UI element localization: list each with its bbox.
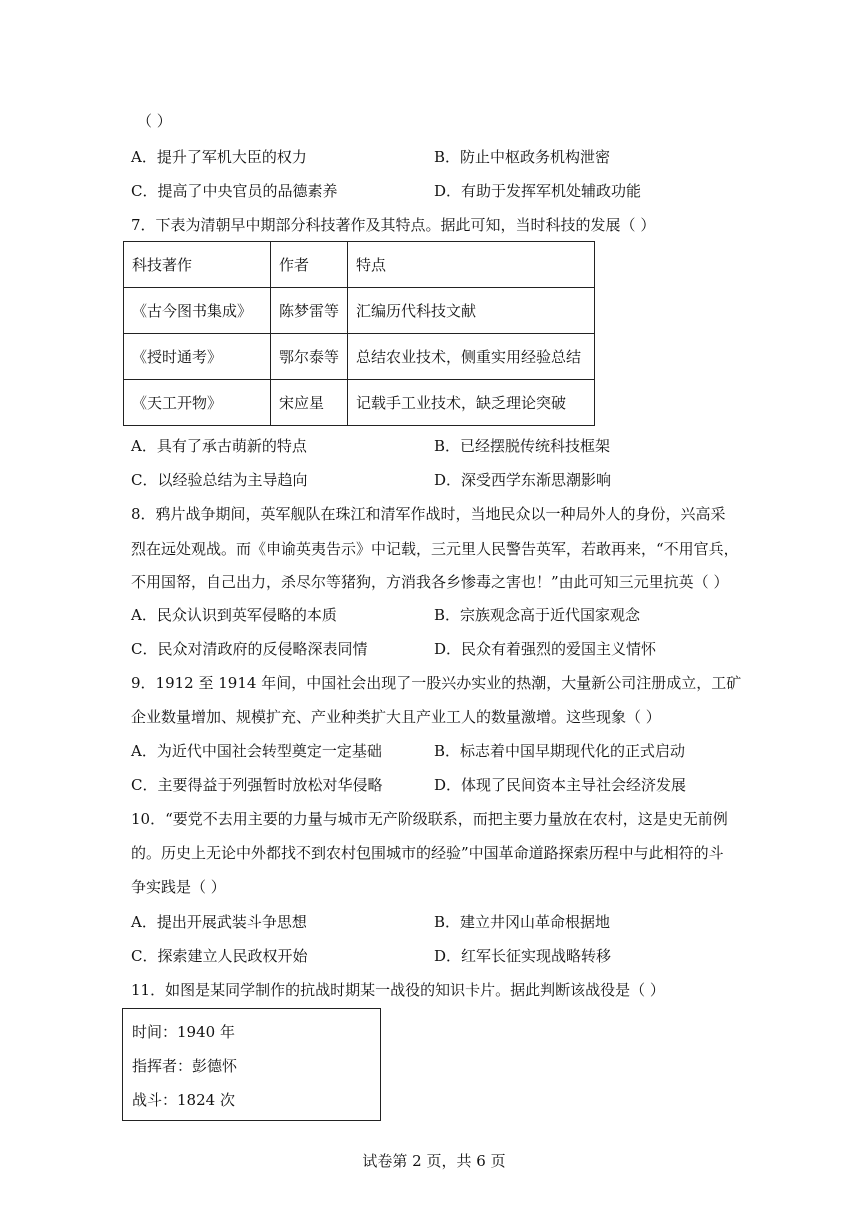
q11-stem: 11．如图是某同学制作的抗战时期某一战役的知识卡片。据此判断该战役是（ ） [131,981,665,999]
table-row [124,380,595,426]
q7-option-d: D．深受西学东渐思潮影响 [434,471,612,489]
q6-paren: （ ） [137,112,172,130]
q10-option-c: C．探索建立人民政权开始 [131,947,308,965]
knowledge-card [122,1008,381,1121]
table-cell: 鄂尔泰等 [271,334,348,380]
table-header-row [124,242,595,288]
q8-stem-line: 8．鸦片战争期间，英军舰队在珠江和清军作战时，当地民众以一种局外人的身份，兴高采 [131,505,726,523]
table-cell: 记载手工业技术，缺乏理论突破 [348,380,595,426]
table-row [124,334,595,380]
q10-stem-line: 的。历史上无论中外都找不到农村包围城市的经验”中国革命道路探索历程中与此相符的斗 [131,844,724,862]
table-header-cell: 科技著作 [124,242,271,288]
q10-option-d: D．红军长征实现战略转移 [434,947,612,965]
q6-option-d: D．有助于发挥军机处辅政功能 [434,182,642,200]
q6-option-a: A．提升了军机大臣的权力 [131,148,307,166]
card-time: 时间：1940 年 [132,1023,235,1041]
table-header-cell: 作者 [271,242,348,288]
table-cell: 汇编历代科技文献 [348,288,595,334]
q10-stem-line: 10．“要党不去用主要的力量与城市无产阶级联系，而把主要力量放在农村，这是史无前例 [131,810,728,828]
q8-option-d: D．民众有着强烈的爱国主义情怀 [434,640,657,658]
q7-option-b: B．已经摆脱传统科技框架 [434,437,611,455]
q8-option-a: A．民众认识到英军侵略的本质 [131,606,337,624]
q10-stem-line: 争实践是（ ） [131,878,226,896]
q10-option-a: A．提出开展武装斗争思想 [131,913,307,931]
table-cell: 宋应星 [271,380,348,426]
q8-stem-line: 烈在远处观战。而《申谕英夷告示》中记载，三元里人民警告英军，若敢再来，“不用官兵， [131,540,739,558]
table-cell: 陈梦雷等 [271,288,348,334]
q8-option-b: B．宗族观念高于近代国家观念 [434,606,641,624]
q6-option-b: B．防止中枢政务机构泄密 [434,148,611,166]
q7-option-c: C．以经验总结为主导趋向 [131,471,308,489]
table-header-cell: 特点 [348,242,595,288]
q9-option-a: A．为近代中国社会转型奠定一定基础 [131,742,382,760]
card-commander: 指挥者：彭德怀 [132,1057,238,1075]
q8-option-c: C．民众对清政府的反侵略深表同情 [131,640,368,658]
q9-option-d: D．体现了民间资本主导社会经济发展 [434,776,687,794]
table-cell: 总结农业技术，侧重实用经验总结 [348,334,595,380]
table-row [124,288,595,334]
q9-stem-line: 企业数量增加、规模扩充、产业种类扩大且产业工人的数量激增。这些现象（ ） [131,708,661,726]
q9-option-b: B．标志着中国早期现代化的正式启动 [434,742,686,760]
q8-stem-line: 不用国帑，自己出力，杀尽尔等猪狗，方消我各乡惨毒之害也！”由此可知三元里抗英（ ） [131,573,729,591]
card-battles: 战斗：1824 次 [132,1091,235,1109]
q9-stem-line: 9．1912 至 1914 年间，中国社会出现了一股兴办实业的热潮，大量新公司注册成立，工矿 [131,674,742,692]
table-cell: 《天工开物》 [124,380,271,426]
q7-option-a: A．具有了承古萌新的特点 [131,437,307,455]
q7-table [123,241,595,426]
table-cell: 《授时通考》 [124,334,271,380]
q7-stem: 7．下表为清朝早中期部分科技著作及其特点。据此可知，当时科技的发展（ ） [131,216,656,234]
q9-option-c: C．主要得益于列强暂时放松对华侵略 [131,776,383,794]
table-cell: 《古今图书集成》 [124,288,271,334]
q10-option-b: B．建立井冈山革命根据地 [434,913,611,931]
page-footer: 试卷第 2 页，共 6 页 [362,1152,506,1170]
q6-option-c: C．提高了中央官员的品德素养 [131,182,338,200]
